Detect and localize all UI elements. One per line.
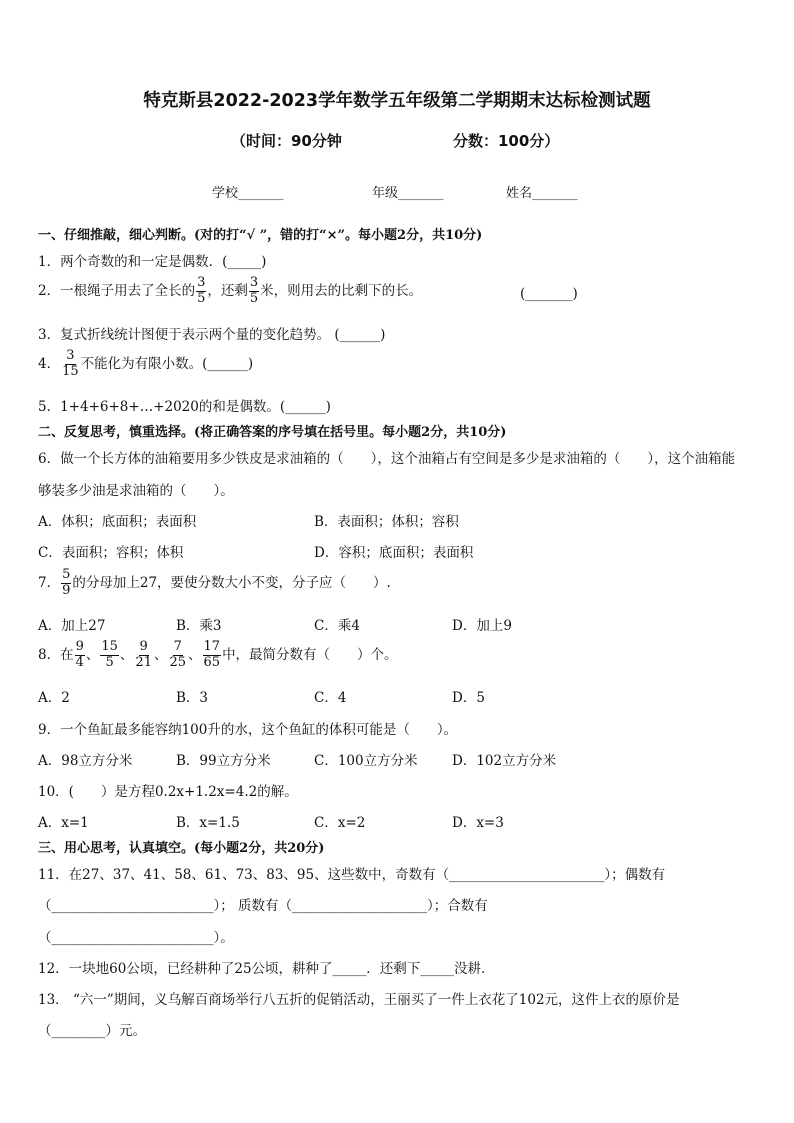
question-11-line3: （________________________）。 — [38, 930, 234, 946]
fraction: $\frac{5}{9}$ — [62, 567, 71, 598]
option-a: A．体积；底面积；表面积 — [38, 514, 197, 530]
question-9: 9．一个鱼缸最多能容纳100升的水，这个鱼缸的体积可能是（ ）。 — [38, 722, 458, 738]
question-10: 10．( ）是方程0.2x+1.2x=4.2的解。 — [38, 784, 298, 800]
question-2: 2．一根绳子用去了全长的 $\frac{3}{5}$ ，还剩 $\frac{3}{5}$ 米，则用去的比剩下的长。 — [38, 275, 423, 306]
question-5: 5．1+4+6+8+…+2020的和是偶数。(______) — [38, 399, 331, 415]
question-2-blank: (_______) — [520, 286, 578, 302]
question-13-line1: 13． “六一”期间，义乌解百商场举行八五折的促销活动，王丽买了一件上衣花了102元，这件上衣的原价是 — [38, 992, 680, 1008]
option-a: A．2 — [38, 690, 70, 706]
option-d: D．102立方分米 — [452, 753, 557, 769]
question-11-line2: （________________________）； 质数有（____________________）；合数有 — [38, 898, 488, 914]
option-b: B．x=1.5 — [176, 815, 240, 831]
fraction: $\frac{9}{4}$ — [75, 639, 84, 670]
exam-score: 分数：100分） — [453, 132, 560, 150]
fraction: $\frac{9}{21}$ — [135, 639, 152, 670]
option-c: C．4 — [314, 690, 347, 706]
section2-heading: 二、反复思考，慎重选择。(将正确答案的序号填在括号里。每小题2分，共10分) — [38, 425, 507, 440]
question-6-line1: 6．做一个长方体的油箱要用多少铁皮是求油箱的（ ），这个油箱占有空间是多少是求油箱的（ ），这个油箱能 — [38, 451, 736, 467]
question-3: 3．复式折线统计图便于表示两个量的变化趋势。 (______) — [38, 327, 386, 343]
section1-heading: 一、仔细推敲，细心判断。(对的打“√ ”，错的打“×”。每小题2分，共10分) — [38, 228, 483, 243]
question-11-line1: 11．在27、37、41、58、61、73、83、95、这些数中，奇数有（_______________________）；偶数有 — [38, 867, 666, 883]
option-b: B．99立方分米 — [176, 753, 271, 769]
option-d: D．x=3 — [452, 815, 504, 831]
option-c: C．表面积；容积；体积 — [38, 545, 184, 561]
option-b: B．表面积；体积；容积 — [314, 514, 459, 530]
fraction: $\frac{15}{5}$ — [101, 639, 118, 670]
option-c: C．100立方分米 — [314, 753, 418, 769]
option-b: B．3 — [176, 690, 209, 706]
grade-field: 年级_______ — [372, 186, 444, 201]
page-title: 特克斯县2022-2023学年数学五年级第二学期期末达标检测试题 — [143, 91, 651, 111]
fraction: $\frac{3}{5}$ — [197, 275, 206, 306]
option-d: D．容积；底面积；表面积 — [314, 545, 474, 561]
question-6-line2: 够装多少油是求油箱的（ ）。 — [38, 483, 234, 499]
exam-time: （时间：90分钟 — [231, 132, 342, 150]
question-8: 8．在 $\frac{9}{4}$ 、 $\frac{15}{5}$ 、 $\frac{9}{21}$ 、 $\frac{7}{25}$ 、 $\frac{17}{65}$ 中，最简分数有（ ）个。 — [38, 639, 398, 670]
option-d: D．5 — [452, 690, 485, 706]
fraction: $\frac{17}{65}$ — [203, 639, 221, 670]
question-4: 4． $\frac{3}{15}$ 不能化为有限小数。(______) — [38, 348, 254, 379]
section3-heading: 三、用心思考，认真填空。(每小题2分，共20分) — [38, 841, 325, 856]
name-field: 姓名_______ — [506, 186, 578, 201]
question-13-line2: （________）元。 — [38, 1023, 146, 1039]
option-b: B．乘3 — [176, 618, 222, 634]
question-7: 7． $\frac{5}{9}$ 的分母加上27，要使分数大小不变，分子应（ ）. — [38, 567, 391, 598]
option-c: C．x=2 — [314, 815, 366, 831]
option-a: A．加上27 — [38, 618, 106, 634]
option-a: A．98立方分米 — [38, 753, 133, 769]
question-12: 12．一块地60公顷，已经耕种了25公顷，耕种了_____．还剩下_____没耕． — [38, 961, 495, 977]
fraction: $\frac{7}{25}$ — [169, 639, 187, 670]
question-1: 1．两个奇数的和一定是偶数．(_____) — [38, 254, 267, 270]
option-d: D．加上9 — [452, 618, 512, 634]
option-a: A．x=1 — [38, 815, 89, 831]
fraction: $\frac{3}{15}$ — [62, 348, 79, 379]
option-c: C．乘4 — [314, 618, 360, 634]
school-field: 学校_______ — [212, 186, 284, 201]
fraction: $\frac{3}{5}$ — [249, 275, 259, 306]
